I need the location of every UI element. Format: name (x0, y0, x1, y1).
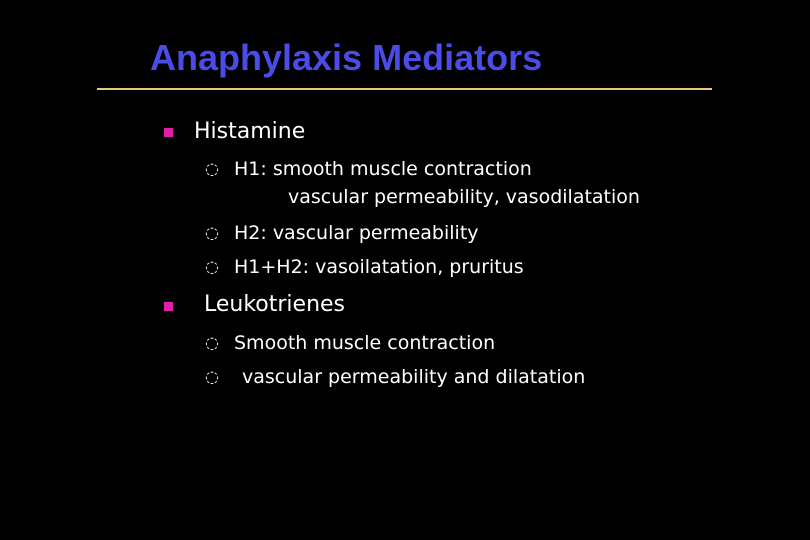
bullet-leukotrienes-label: Leukotrienes (204, 292, 346, 317)
filled-square-icon (164, 302, 173, 311)
hollow-arc-icon: ◌ (205, 257, 219, 276)
bullet-histamine-label: Histamine (194, 119, 306, 144)
sub-item-h1-line2: vascular permeability, vasodilatation (288, 186, 640, 208)
slide-title: Anaphylaxis Mediators (150, 37, 543, 78)
sub-item-h1-line1: H1: smooth muscle contraction (234, 158, 532, 180)
hollow-arc-icon: ◌ (205, 333, 219, 352)
filled-square-icon (164, 128, 173, 137)
sub-item-h2: H2: vascular permeability (234, 222, 479, 244)
hollow-arc-icon: ◌ (205, 159, 219, 178)
hollow-arc-icon: ◌ (205, 223, 219, 242)
sub-item-h1h2: H1+H2: vasoilatation, pruritus (234, 256, 524, 278)
title-underline (97, 88, 712, 90)
hollow-arc-icon: ◌ (205, 367, 219, 386)
sub-item-smooth-muscle: Smooth muscle contraction (234, 332, 496, 354)
sub-item-vascular-permeability: vascular permeability and dilatation (242, 366, 586, 388)
